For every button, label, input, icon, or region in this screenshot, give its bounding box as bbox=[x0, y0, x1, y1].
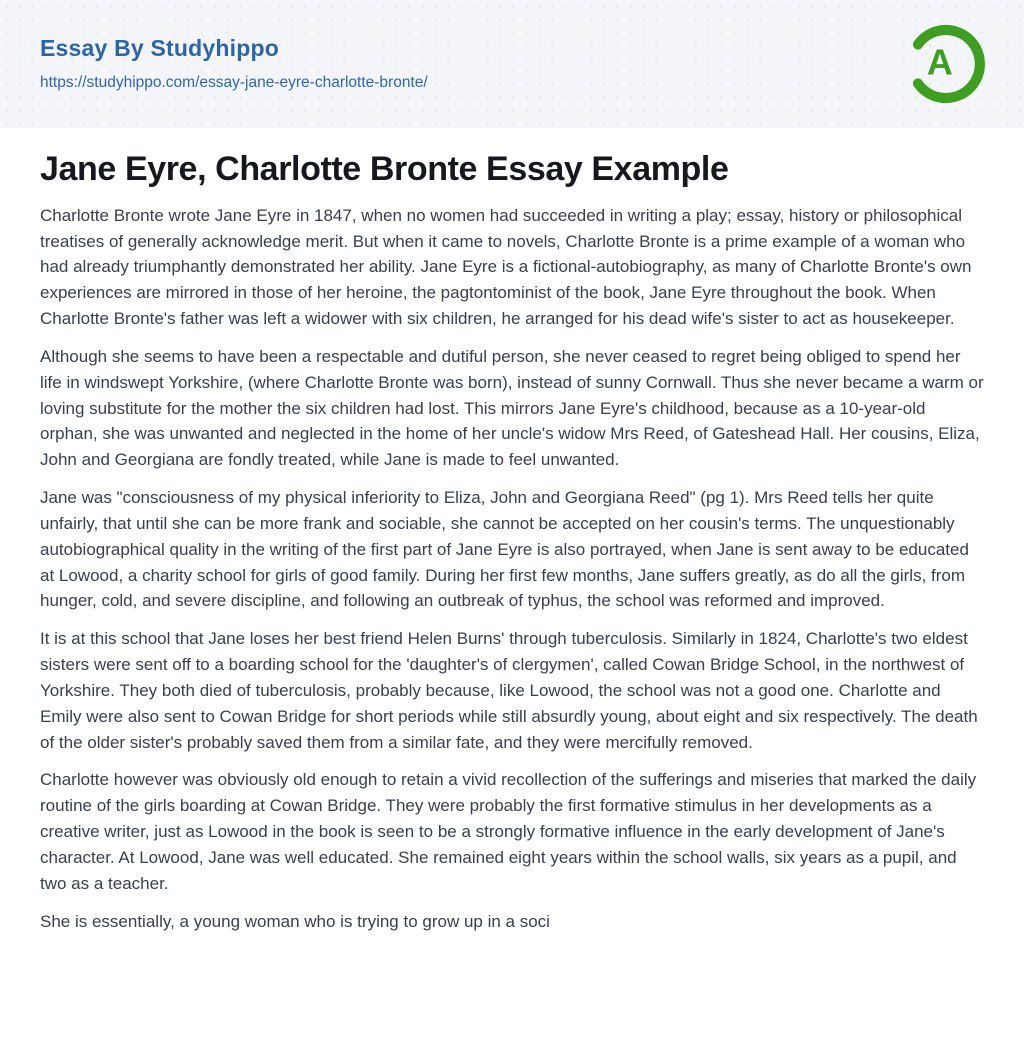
essay-paragraph-5: Charlotte however was obviously old enough to retain a vivid recollection of the sufferings and miseries that marked the daily routine of the girls boarding at Cowan Bridge. They were probably the first formative stimulus in her developments as a creative writer, just as Lowood in the book is seen to be a strongly formative influence in the early development of Jane's character. At Lowood, Jane was well educated. She remained eight years within the school walls, six years as a pupil, and two as a teacher. bbox=[40, 770, 977, 893]
essay-title: Jane Eyre, Charlotte Bronte Essay Example bbox=[40, 150, 729, 188]
logo-arc-icon bbox=[898, 18, 990, 110]
essay-content bbox=[0, 128, 1024, 986]
essay-paragraph-4: It is at this school that Jane loses her best friend Helen Burns' through tuberculosis. Similarly in 1824, Charlotte's two eldest sisters were sent off to a boarding school for the 'daughter's of clergymen', called Cowan Bridge School, in the northwest of Yorkshire. They both died of tuberculosis, probably because, like Lowood, the school was not a good one. Charlotte and Emily were also sent to Cowan Bridge for short periods while still absurdly young, about eight and six respectively. The death of the older sister's probably saved them from a similar fate, and they were mercifully removed. bbox=[40, 629, 978, 752]
essay-paragraph-3: Jane was "consciousness of my physical inferiority to Eliza, John and Georgiana Reed" (pg 1). Mrs Reed tells her quite unfairly, that until she can be more frank and sociable, she cannot be accepted on her cousin's terms. The unquestionably autobiographical quality in the writing of the first part of Jane Eyre is also portrayed, when Jane is sent away to be educated at Lowood, a charity school for girls of good family. During her first few months, Jane suffers greatly, as do all the girls, from hunger, cold, and severe discipline, and following an outbreak of typhus, the school was reformed and improved. bbox=[40, 488, 969, 611]
logo-letter: A bbox=[926, 42, 953, 83]
essay-paragraph-6: She is essentially, a young woman who is trying to grow up in a soci bbox=[40, 911, 550, 931]
studyhippo-logo bbox=[898, 18, 990, 110]
header-bar bbox=[0, 0, 1024, 128]
essay-paragraph-1: Charlotte Bronte wrote Jane Eyre in 1847, when no women had succeeded in writing a play; essay, history or philosophical treatises of generally acknowledge merit. But when it came to novels, Charlotte Bronte is a prime example of a woman who had already triumphantly demonstrated her ability. Jane Eyre is a fictional-autobiography, as many of Charlotte Bronte's own experiences are mirrored in those of her heroine, the pagtontominist of the book, Jane Eyre throughout the book. When Charlotte Bronte's father was left a widower with six children, he arranged for his dead wife's sister to act as housekeeper. bbox=[40, 205, 972, 329]
site-title: Essay By Studyhippo bbox=[40, 35, 279, 62]
header-text-block bbox=[40, 36, 428, 91]
source-url-link[interactable]: https://studyhippo.com/essay-jane-eyre-charlotte-bronte/ bbox=[40, 73, 428, 91]
essay-paragraph-2: Although she seems to have been a respectable and dutiful person, she never ceased to regret being obliged to spend her life in windswept Yorkshire, (where Charlotte Bronte was born), instead of sunny Cornwall. Thus she never became a warm or loving substitute for the mother the six children had lost. This mirrors Jane Eyre's childhood, because as a 10-year-old orphan, she was unwanted and neglected in the home of her uncle's widow Mrs Reed, of Gateshead Hall. Her cousins, Eliza, John and Georgiana are fondly treated, while Jane is made to feel unwanted. bbox=[40, 346, 984, 470]
